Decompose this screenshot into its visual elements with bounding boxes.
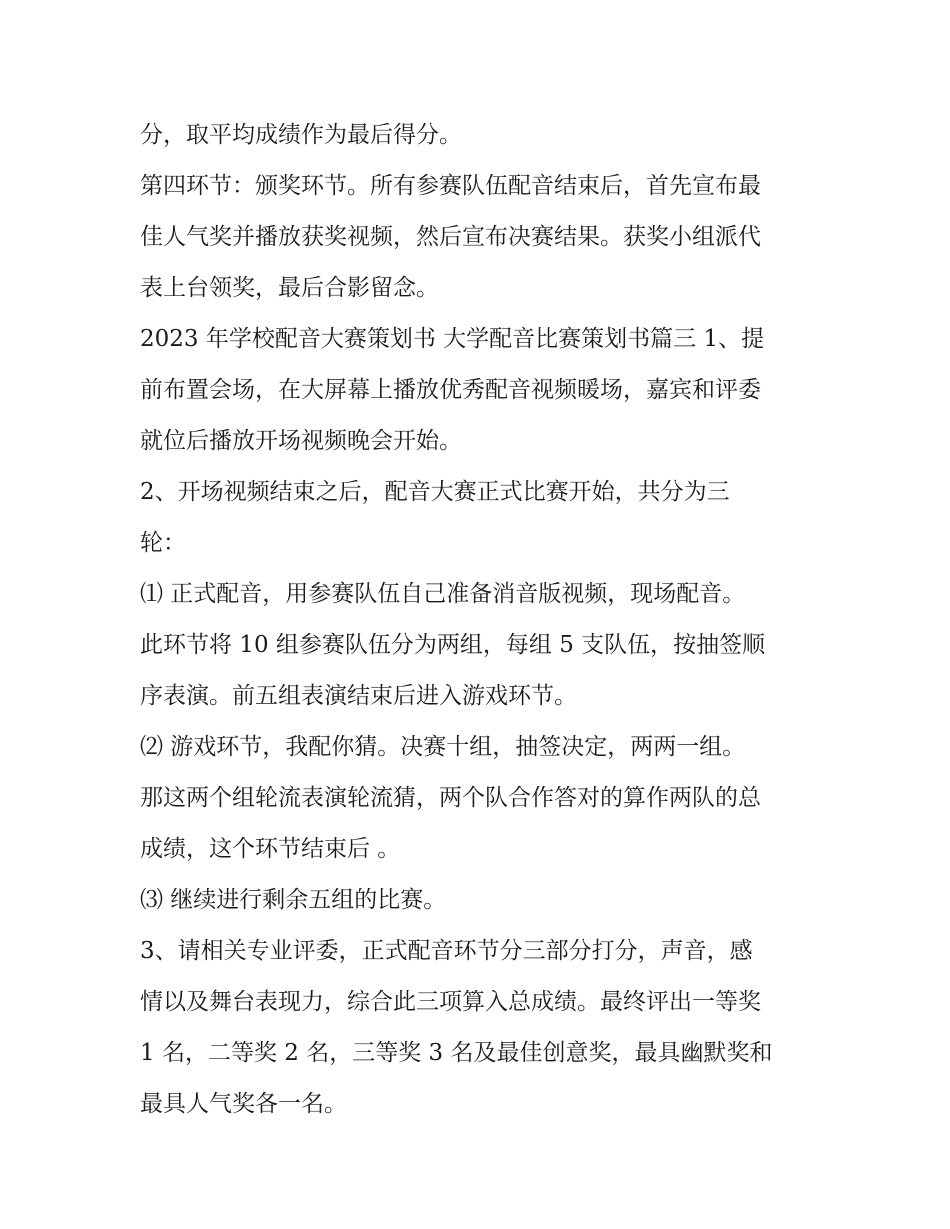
text-line: 前布置会场，在大屏幕上播放优秀配音视频暖场，嘉宾和评委 xyxy=(140,377,761,403)
text-line: 2、开场视频结束之后，配音大赛正式比赛开始，共分为三 xyxy=(140,479,730,505)
text-line: 1 名，二等奖 2 名，三等奖 3 名及最佳创意奖，最具幽默奖和 xyxy=(140,1040,773,1066)
text-line: 那这两个组轮流表演轮流猜，两个队合作答对的算作两队的总 xyxy=(140,785,761,811)
text-line: 情以及舞台表现力，综合此三项算入总成绩。最终评出一等奖 xyxy=(140,989,761,1015)
text-line: 成绩，这个环节结束后 。 xyxy=(140,836,401,862)
text-line: 佳人气奖并播放获奖视频，然后宣布决赛结果。获奖小组派代 xyxy=(140,224,761,250)
text-line: 2023 年学校配音大赛策划书 大学配音比赛策划书篇三 1、提 xyxy=(140,326,765,352)
text-line: 此环节将 10 组参赛队伍分为两组，每组 5 支队伍，按抽签顺 xyxy=(140,632,766,658)
text-line: 就位后播放开场视频晚会开始。 xyxy=(140,428,462,454)
text-line: 最具人气奖各一名。 xyxy=(140,1091,347,1117)
text-line: 序表演。前五组表演结束后进入游戏环节。 xyxy=(140,683,577,709)
text-line: 第四环节：颁奖环节。所有参赛队伍配音结束后，首先宣布最 xyxy=(140,173,761,199)
text-line: ⑴ 正式配音，用参赛队伍自己准备消音版视频，现场配音。 xyxy=(140,581,746,607)
text-line: 轮： xyxy=(140,530,186,556)
text-line: ⑵ 游戏环节，我配你猜。决赛十组，抽签决定，两两一组。 xyxy=(140,734,746,760)
text-line: 表上台领奖，最后合影留念。 xyxy=(140,275,439,301)
text-line: 分，取平均成绩作为最后得分。 xyxy=(140,122,462,148)
text-line: ⑶ 继续进行剩余五组的比赛。 xyxy=(140,887,447,913)
document-body xyxy=(140,110,820,1130)
text-line: 3、请相关专业评委，正式配音环节分三部分打分，声音，感 xyxy=(140,938,753,964)
